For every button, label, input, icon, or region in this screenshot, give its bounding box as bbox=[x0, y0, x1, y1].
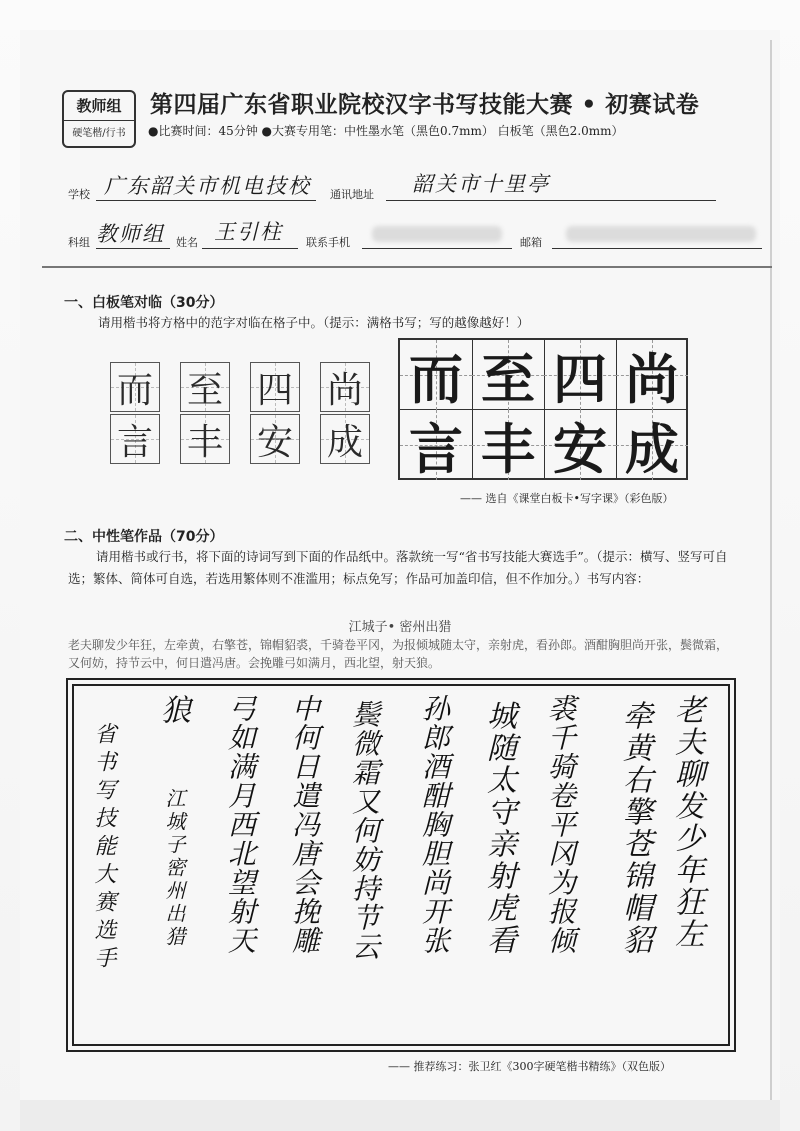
group-badge bbox=[62, 90, 136, 148]
exam-rules: ●比赛时间：45分钟 ●大赛专用笔：中性墨水笔（黑色0.7mm） 白板笔（黑色2.0mm） bbox=[148, 124, 624, 138]
practice-cell[interactable]: 丰 bbox=[180, 414, 230, 464]
section2-instruction: 请用楷书或行书，将下面的诗词写到下面的作品纸中。落款统一写“省书写技能大赛选手”。（提示：横写、竖写可自选；繁体、简体可自选，若选用繁体则不准滥用；标点免写；作品可加盖印信，但不作加分。）书写内容： bbox=[68, 549, 728, 586]
handwritten-column: 裘千骑卷平冈为报倾 bbox=[544, 694, 577, 955]
subject-value[interactable]: 教师组 bbox=[96, 222, 165, 246]
handwritten-column: 弓如满月西北望射天 bbox=[224, 694, 257, 955]
name-line bbox=[202, 248, 298, 249]
model-char: 四 bbox=[544, 340, 616, 410]
name-label: 姓名 bbox=[176, 236, 198, 249]
section1-title: 一、白板笔对临（30分） bbox=[64, 295, 224, 311]
subject-line bbox=[96, 248, 170, 249]
practice-cell[interactable]: 成 bbox=[320, 414, 370, 464]
section2-source: —— 推荐练习：张卫红《300字硬笔楷书精练》（双色版） bbox=[388, 1060, 671, 1073]
model-char: 安 bbox=[544, 410, 616, 480]
address-label: 通讯地址 bbox=[330, 188, 374, 201]
subject-label: 科组 bbox=[68, 236, 90, 249]
practice-cell[interactable]: 言 bbox=[110, 414, 160, 464]
phone-redacted bbox=[372, 226, 502, 242]
practice-cell[interactable]: 至 bbox=[180, 362, 230, 412]
model-character-grid bbox=[398, 338, 688, 480]
exam-title: 第四届广东省职业院校汉字书写技能大赛 • 初赛试卷 bbox=[150, 92, 700, 118]
handwritten-inscription: 江城子密州出猎 bbox=[162, 788, 186, 949]
model-char: 丰 bbox=[472, 410, 544, 480]
handwritten-column: 狼 bbox=[155, 694, 190, 730]
model-char: 言 bbox=[400, 410, 472, 480]
handwritten-column: 城随太守亲射虎看 bbox=[481, 700, 516, 956]
poem-text: 老夫聊发少年狂，左牵黄，右擎苍，锦帽貂裘，千骑卷平冈，为报倾城随太守，亲射虎，看孙郎。酒酣胸胆尚开张，鬓微霜，又何妨，持节云中，何日遣冯唐。会挽雕弓如满月，西北望，射天狼。 bbox=[68, 638, 729, 670]
handwritten-column: 鬓微霜又何妨持节云 bbox=[348, 700, 381, 961]
handwritten-column: 中何日遣冯唐会挽雕 bbox=[288, 694, 321, 955]
handwritten-column: 牵黄右擎苍锦帽貂 bbox=[617, 700, 652, 956]
address-value[interactable]: 韶关市十里亭 bbox=[412, 172, 550, 196]
model-char: 至 bbox=[472, 340, 544, 410]
header-divider bbox=[42, 266, 772, 268]
model-char: 而 bbox=[400, 340, 472, 410]
address-line bbox=[386, 200, 716, 201]
section2-title: 二、中性笔作品（70分） bbox=[64, 529, 224, 545]
poem-title: 江城子• 密州出猎 bbox=[348, 620, 452, 635]
practice-cell[interactable]: 而 bbox=[110, 362, 160, 412]
email-redacted bbox=[566, 226, 756, 242]
section1-instruction: 请用楷书将方格中的范字对临在格子中。（提示：满格书写；写的越像越好！） bbox=[98, 315, 530, 330]
group-label: 教师组 bbox=[64, 92, 134, 121]
email-label: 邮箱 bbox=[520, 236, 542, 249]
model-char: 尚 bbox=[616, 340, 688, 410]
email-line bbox=[552, 248, 762, 249]
school-label: 学校 bbox=[68, 188, 90, 201]
name-value[interactable]: 王引柱 bbox=[214, 220, 283, 244]
phone-line bbox=[362, 248, 512, 249]
script-label: 硬笔楷/行书 bbox=[72, 128, 126, 139]
scan-bottom-shade bbox=[20, 1100, 780, 1131]
handwritten-column: 孙郎酒酣胸胆尚开张 bbox=[418, 694, 451, 955]
handwritten-signature: 省书写技能大赛选手 bbox=[91, 722, 116, 974]
practice-cell[interactable]: 尚 bbox=[320, 362, 370, 412]
model-char: 成 bbox=[616, 410, 688, 480]
school-line bbox=[96, 200, 316, 201]
practice-cell[interactable]: 安 bbox=[250, 414, 300, 464]
sheet-edge bbox=[770, 40, 772, 1100]
phone-label: 联系手机 bbox=[306, 236, 350, 249]
school-value[interactable]: 广东韶关市机电技校 bbox=[104, 174, 311, 198]
handwritten-column: 老夫聊发少年狂左 bbox=[669, 694, 704, 950]
section1-source: —— 选自《课堂白板卡•写字课》（彩色版） bbox=[460, 492, 674, 505]
practice-cell[interactable]: 四 bbox=[250, 362, 300, 412]
